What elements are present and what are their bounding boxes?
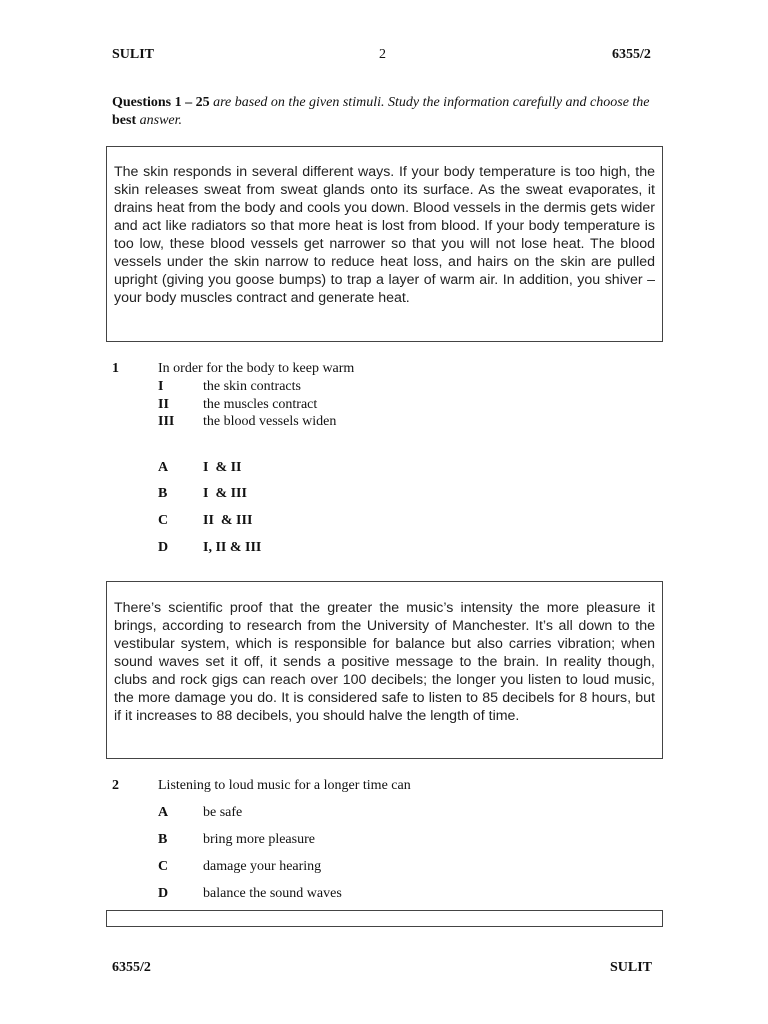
page-number: 2 [379, 47, 386, 62]
stimulus-box-empty [106, 910, 663, 927]
statement-text: the muscles contract [203, 397, 318, 412]
option-text: I, II & III [203, 540, 262, 555]
option-letter: B [158, 486, 168, 501]
question-number: 2 [112, 778, 119, 793]
instructions-best: best [112, 113, 137, 128]
option-letter: D [158, 540, 169, 555]
instructions-text-b: answer. [136, 113, 183, 128]
option-text: damage your hearing [203, 859, 322, 874]
option-letter: C [158, 513, 169, 528]
option-letter: B [158, 832, 168, 847]
statement-numeral: III [158, 414, 175, 429]
option-text: I & II [203, 460, 242, 475]
header-classification: SULIT [112, 47, 155, 62]
stimulus-text: The skin responds in several different ways. If your body temperature is too high, the skin releases sweat from sweat glands onto its surface. As the sweat evaporates, it drains heat from the body and cools you down. Blood vessels in the dermis gets wider and act like radiators so that more heat is lost from blood. If your body temperature is too low, these blood vessels get narrower so that you will not lose heat. The blood vessels under the skin narrow to reduce heat loss, and hairs on the skin are pulled upright (giving you goose bumps) to trap a layer of warm air. In addition, you shiver – your body muscles contract and generate heat. [114, 164, 655, 306]
option-letter: D [158, 886, 169, 901]
instructions-text-a: are based on the given stimuli. Study the information carefully and choose the [209, 95, 650, 110]
footer-paper-code: 6355/2 [112, 960, 151, 975]
option-letter: A [158, 460, 169, 475]
option-text: be safe [203, 805, 243, 820]
question-stem: Listening to loud music for a longer time can [158, 778, 411, 793]
option-text: I & III [203, 486, 247, 501]
question-number: 1 [112, 361, 119, 376]
instructions [112, 94, 652, 130]
statement-numeral: II [158, 397, 169, 412]
header-paper-code: 6355/2 [612, 47, 651, 62]
statement-text: the skin contracts [203, 379, 301, 394]
stimulus-box-skin [106, 146, 663, 342]
stimulus-box-music [106, 581, 663, 759]
statement-numeral: I [158, 379, 164, 394]
question-stem: In order for the body to keep warm [158, 361, 355, 376]
instructions-range: Questions 1 – 25 [112, 95, 210, 110]
statement-text: the blood vessels widen [203, 414, 337, 429]
option-letter: C [158, 859, 169, 874]
option-text: bring more pleasure [203, 832, 315, 847]
option-text: II & III [203, 513, 253, 528]
option-letter: A [158, 805, 169, 820]
option-text: balance the sound waves [203, 886, 342, 901]
footer-classification: SULIT [610, 960, 653, 975]
stimulus-text: There’s scientific proof that the greater the music’s intensity the more pleasure it brings, according to research from the University of Manchester. It’s all down to the vestibular system, which is responsible for balance but also carries vibration; when sound waves set it off, it sends a positive message to the brain. In reality though, clubs and rock gigs can reach over 100 decibels; the longer you listen to loud music, the more damage you do. It is considered safe to listen to 85 decibels for 8 hours, but if it increases to 88 decibels, you should halve the length of time. [114, 600, 655, 724]
